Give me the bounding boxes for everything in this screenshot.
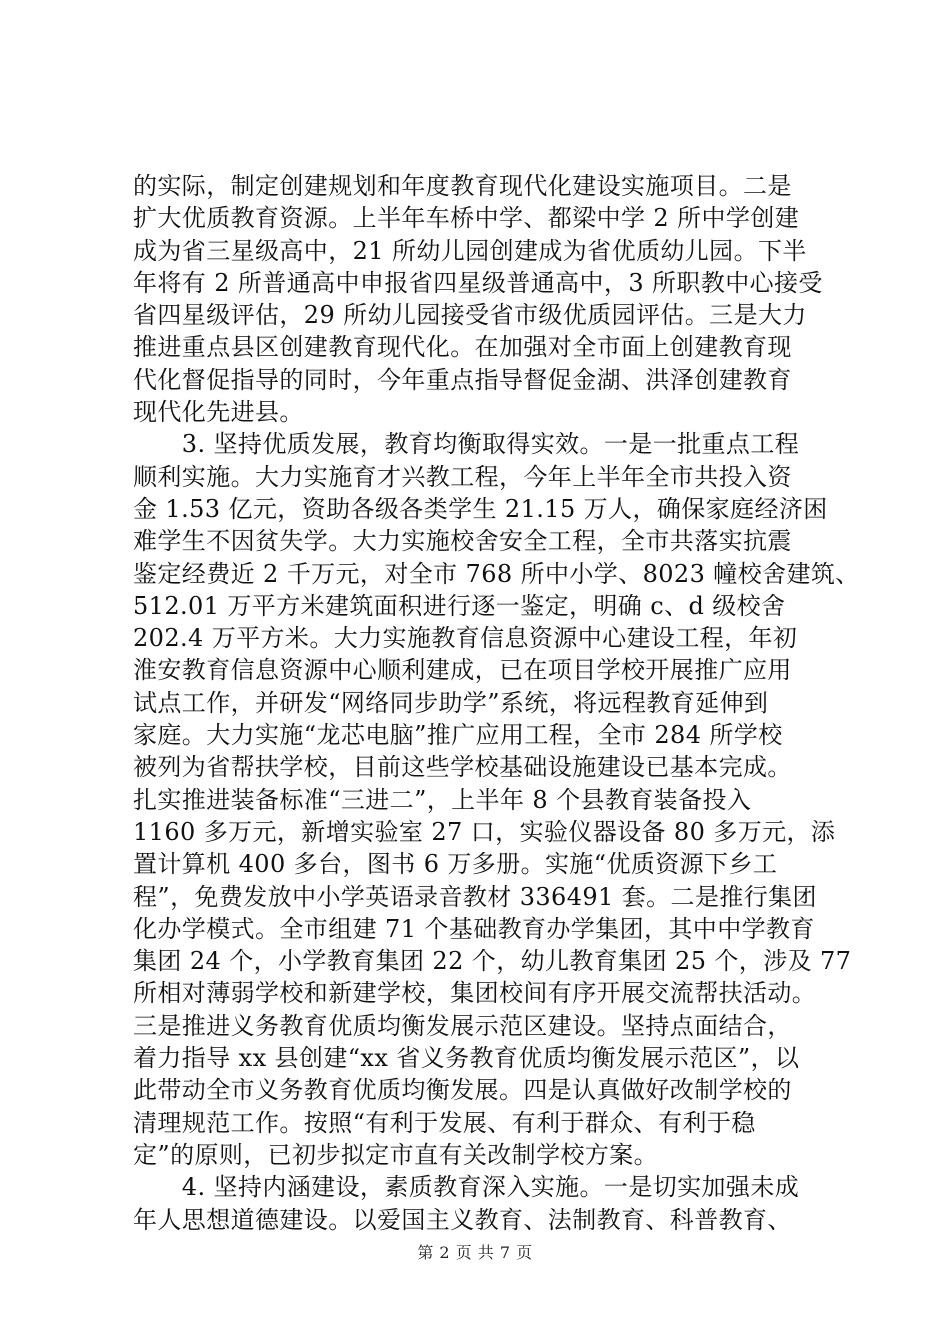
text-line: 现代化先进县。 (133, 398, 304, 427)
text-line: 试点工作，并研发“网络同步助学”系统，将远程教育延伸到 (133, 688, 769, 717)
text-line: 定”的原则，已初步拟定市直有关改制学校方案。 (133, 1140, 659, 1169)
text-line: 置计算机 400 多台，图书 6 万多册。实施“优质资源下乡工 (133, 850, 778, 879)
text-line: 鉴定经费近 2 千万元，对全市 768 所中小学、8023 幢校舍建筑、 (133, 559, 860, 588)
text-line: 成为省三星级高中，21 所幼儿园创建成为省优质幼儿园。下半 (133, 236, 807, 265)
text-line: 集团 24 个，小学教育集团 22 个，幼儿教育集团 25 个，涉及 77 (133, 947, 852, 976)
text-line: 省四星级评估，29 所幼儿园接受省市级优质园评估。三是大力 (133, 301, 807, 330)
text-line: 1160 多万元，新增实验室 27 口，实验仪器设备 80 多万元，添 (133, 817, 836, 846)
text-line: 化办学模式。全市组建 71 个基础教育办学集团，其中中学教育 (133, 914, 815, 943)
text-line: 清理规范工作。按照“有利于发展、有利于群众、有利于稳 (133, 1108, 756, 1137)
text-line: 淮安教育信息资源中心顺利建成，已在项目学校开展推广应用 (133, 656, 792, 685)
text-line: 202.4 万平方米。大力实施教育信息资源中心建设工程，年初 (133, 624, 798, 653)
text-line: 所相对薄弱学校和新建学校，集团校间有序开展交流帮扶活动。 (133, 979, 817, 1008)
document-body (133, 170, 860, 1236)
text-line: 年将有 2 所普通高中申报省四星级普通高中，3 所职教中心接受 (133, 268, 823, 297)
text-line: 三是推进义务教育优质均衡发展示范区建设。坚持点面结合， (133, 1011, 792, 1040)
text-line: 推进重点县区创建教育现代化。在加强对全市面上创建教育现 (133, 333, 792, 362)
text-line: 金 1.53 亿元，资助各级各类学生 21.15 万人，确保家庭经济困 (133, 494, 828, 523)
text-line: 代化督促指导的同时，今年重点指导督促金湖、洪泽创建教育 (133, 365, 792, 394)
text-line: 被列为省帮扶学校，目前这些学校基础设施建设已基本完成。 (133, 753, 792, 782)
text-line: 此带动全市义务教育优质均衡发展。四是认真做好改制学校的 (133, 1076, 792, 1105)
text-line: 4. 坚持内涵建设，素质教育深入实施。一是切实加强未成 (133, 1173, 800, 1202)
text-line: 家庭。大力实施“龙芯电脑”推广应用工程，全市 284 所学校 (133, 721, 783, 750)
text-line: 年人思想道德建设。以爱国主义教育、法制教育、科普教育、 (133, 1205, 792, 1234)
text-line: 512.01 万平方米建筑面积进行逐一鉴定，明确 c、d 级校舍 (133, 591, 786, 620)
text-line: 程”，免费发放中小学英语录音教材 336491 套。二是推行集团 (133, 882, 817, 911)
page-number-footer: 第 2 页 共 7 页 (417, 1243, 533, 1262)
text-line: 的实际，制定创建规划和年度教育现代化建设实施项目。二是 (133, 172, 792, 200)
text-line: 顺利实施。大力实施育才兴教工程，今年上半年全市共投入资 (133, 462, 792, 491)
text-line: 3. 坚持优质发展，教育均衡取得实效。一是一批重点工程 (133, 430, 800, 459)
text-line: 着力指导 xx 县创建“xx 省义务教育优质均衡发展示范区”，以 (133, 1044, 800, 1073)
text-line: 扩大优质教育资源。上半年车桥中学、都梁中学 2 所中学创建 (133, 204, 800, 233)
text-line: 难学生不因贫失学。大力实施校舍安全工程，全市共落实抗震 (133, 527, 792, 556)
text-line: 扎实推进装备标准“三进二”，上半年 8 个县教育装备投入 (133, 785, 752, 814)
